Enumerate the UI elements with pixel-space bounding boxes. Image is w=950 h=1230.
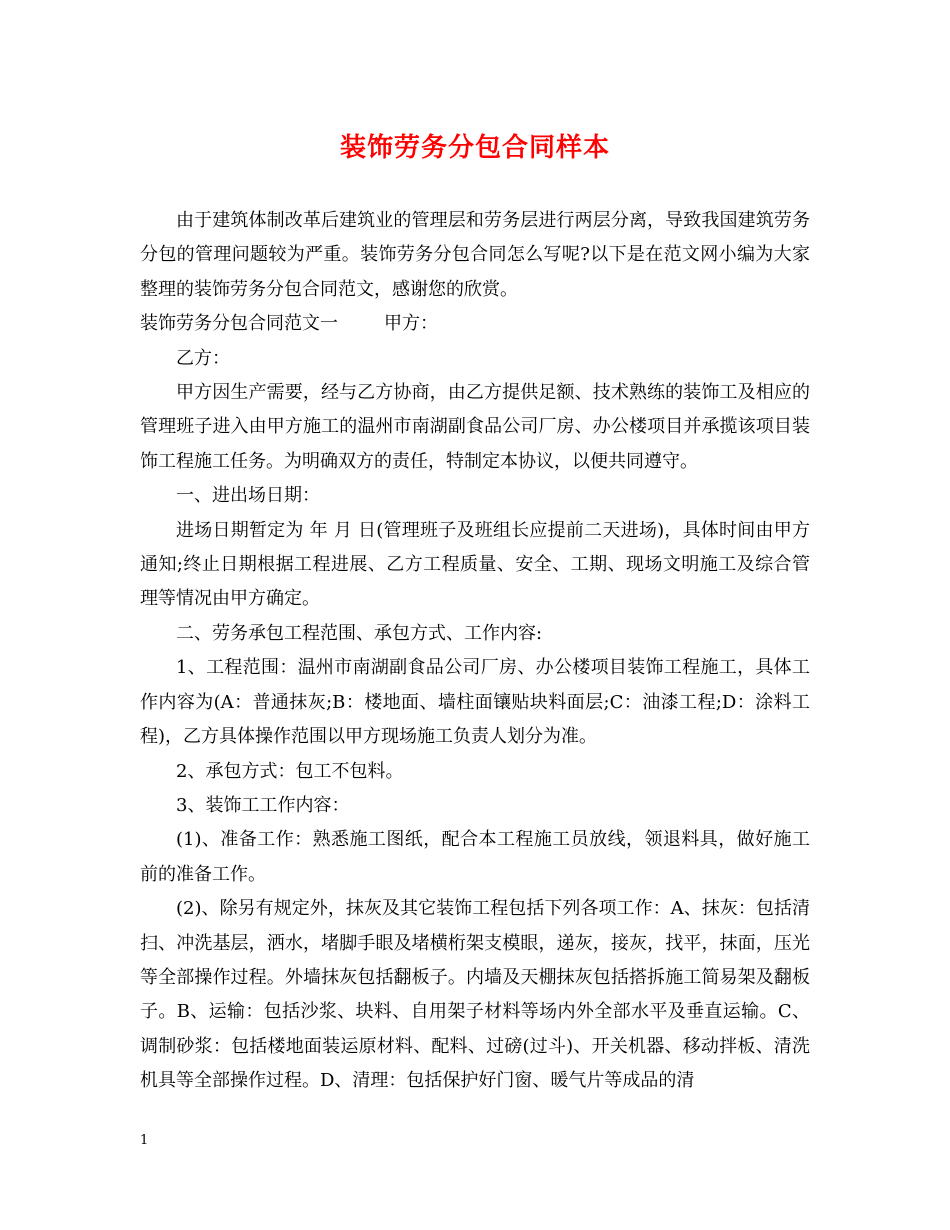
document-body bbox=[140, 204, 810, 1099]
section-heading-dates: 一、进出场日期： bbox=[176, 485, 320, 507]
document-title: 装饰劳务分包合同样本 bbox=[339, 133, 610, 163]
paragraph-dates: 进场日期暂定为 年 月 日(管理班子及班组长应提前二天进场)，具体时间由甲方通知;终止日期根据工程进展、乙方工程质量、安全、工期、现场文明施工及综合管理等情况由甲方确定。 bbox=[140, 519, 810, 610]
paragraph-intro: 由于建筑体制改革后建筑业的管理层和劳务层进行两层分离，导致我国建筑劳务分包的管理问题较为严重。装饰劳务分包合同怎么写呢?以下是在范文网小编为大家整理的装饰劳务分包合同范文，感谢您的欣赏。 bbox=[140, 210, 810, 300]
paragraph-scope: 1、工程范围：温州市南湖副食品公司厂房、办公楼项目装饰工程施工，具体工作内容为(A：普通抹灰;B：楼地面、墙柱面镶贴块料面层;C：油漆工程;D：涂料工程)，乙方具体操作范围以甲方现场施工负责人划分为准。 bbox=[140, 657, 810, 748]
paragraph-work-content-heading: 3、装饰工工作内容： bbox=[176, 794, 350, 816]
paragraph-contract-method: 2、承包方式：包工不包料。 bbox=[176, 760, 404, 782]
paragraph-preamble: 甲方因生产需要，经与乙方协商，由乙方提供足额、技术熟练的装饰工及相应的管理班子进入由甲方施工的温州市南湖副食品公司厂房、办公楼项目并承揽该项目装饰工程施工任务。为明确双方的责任，特制定本协议，以便共同遵守。 bbox=[140, 382, 810, 472]
section-heading-scope: 二、劳务承包工程范围、承包方式、工作内容: bbox=[176, 622, 543, 644]
page-number: 1 bbox=[140, 1133, 149, 1148]
party-a-label: 甲方： bbox=[384, 313, 438, 335]
paragraph-contract-heading bbox=[140, 307, 810, 341]
paragraph-preparation: (1)、准备工作：熟悉施工图纸，配合本工程施工员放线，领退料具，做好施工前的准备工作。 bbox=[140, 829, 810, 885]
party-b-label: 乙方： bbox=[176, 347, 230, 369]
fan-wen-label: 装饰劳务分包合同范文一 bbox=[140, 313, 338, 335]
paragraph-work-items: (2)、除另有规定外，抹灰及其它装饰工程包括下列各项工作：A、抹灰：包括清扫、冲洗基层，洒水，堵脚手眼及堵横桁架支模眼，递灰，接灰，找平，抹面，压光等全部操作过程。外墙抹灰包括翻板子。内墙及天棚抹灰包括搭拆施工简易架及翻板子。B、运输：包括沙浆、块料、自用架子材料等场内外全部水平及垂直运输。C、调制砂浆：包括楼地面装运原材料、配料、过磅(过斗)、开关机器、移动拌板、清洗机具等全部操作过程。D、清理：包括保护好门窗、暖气片等成品的清 bbox=[140, 898, 810, 1092]
